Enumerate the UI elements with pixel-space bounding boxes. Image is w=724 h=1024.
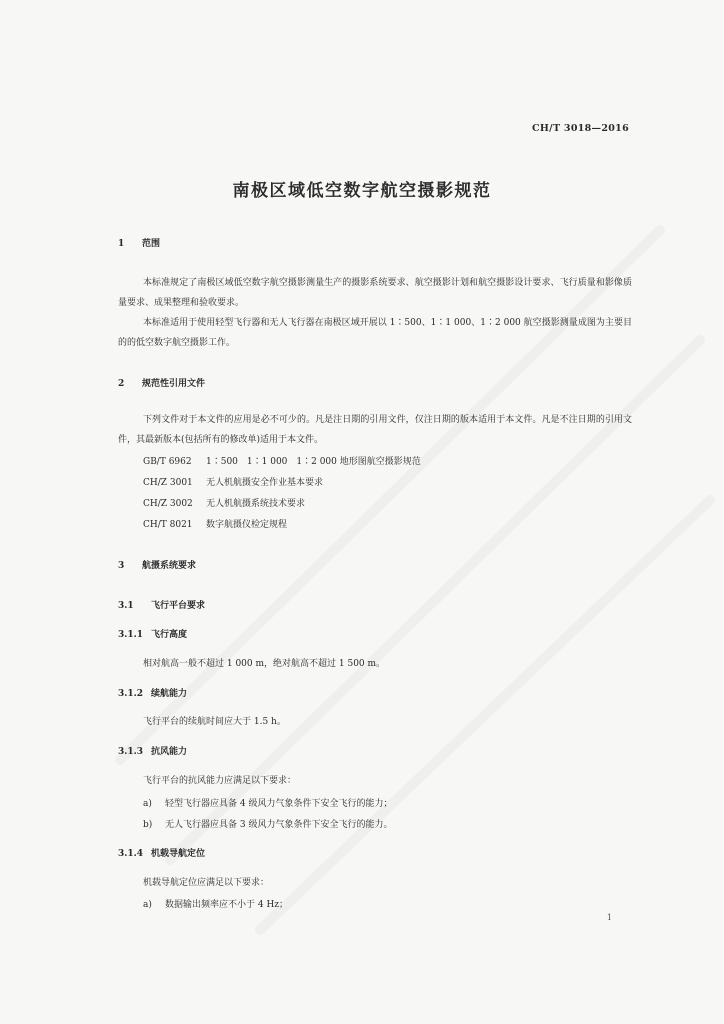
list-item	[143, 817, 392, 830]
reference-item	[143, 517, 287, 530]
section-title: 航摄系统要求	[142, 561, 197, 571]
list-item	[143, 897, 288, 910]
section-1-heading	[118, 236, 160, 249]
list-text: 数据输出频率应不小于 4 Hz；	[165, 900, 289, 910]
section-number: 3.1.2	[118, 689, 144, 699]
reference-name: 1∶500 1∶1 000 1∶2 000 地形图航空摄影规范	[206, 457, 421, 467]
list-label: a)	[143, 900, 152, 910]
reference-code: CH/T 8021	[143, 520, 193, 530]
list-text: 轻型飞行器应具备 4 级风力气象条件下安全飞行的能力；	[165, 799, 393, 809]
document-title: 南极区域低空数字航空摄影规范	[232, 181, 492, 201]
section-1-paragraph-1: 本标准规定了南极区域低空数字航空摄影测量生产的摄影系统要求、航空摄影计划和航空摄影设计要求、飞行质量和影像质量要求、成果整理和验收要求。	[118, 278, 632, 308]
standard-code: CH/T 3018—2016	[532, 123, 629, 134]
section-title: 范围	[142, 239, 161, 249]
section-2-paragraph-1: 下列文件对于本文件的应用是必不可少的。凡是注日期的引用文件，仅注日期的版本适用于本文件。凡是不注日期的引用文件，其最新版本(包括所有的修改单)适用于本文件。	[118, 415, 632, 445]
section-3-1-2-text: 飞行平台的续航时间应大于 1.5 h。	[143, 717, 286, 727]
reference-name: 无人机航摄安全作业基本要求	[206, 478, 324, 488]
section-number: 3	[118, 561, 125, 571]
list-label: a)	[143, 799, 152, 809]
reference-name: 数字航摄仪检定规程	[206, 520, 288, 530]
section-title: 飞行高度	[151, 630, 188, 640]
reference-item	[143, 475, 323, 488]
section-title: 飞行平台要求	[151, 601, 206, 611]
section-3-1-2-heading	[118, 686, 187, 699]
section-3-1-1-heading	[118, 627, 187, 640]
section-2-heading	[118, 376, 205, 389]
section-number: 3.1.1	[118, 630, 144, 640]
list-item	[143, 796, 392, 809]
section-number: 1	[118, 239, 125, 249]
list-text: 无人飞行器应具备 3 级风力气象条件下安全飞行的能力。	[165, 820, 393, 830]
section-3-1-4-intro: 机载导航定位应满足以下要求：	[143, 878, 270, 888]
reference-item	[143, 454, 421, 467]
section-3-1-1-text: 相对航高一般不超过 1 000 m，绝对航高不超过 1 500 m。	[143, 659, 386, 669]
section-3-1-4-heading	[118, 846, 205, 859]
section-number: 3.1	[118, 601, 134, 611]
section-title: 续航能力	[151, 689, 188, 699]
section-number: 3.1.4	[118, 849, 144, 859]
section-number: 3.1.3	[118, 747, 144, 757]
section-3-1-3-heading	[118, 744, 187, 757]
section-3-1-heading	[118, 598, 205, 611]
section-3-heading	[118, 558, 196, 571]
section-3-1-3-intro: 飞行平台的抗风能力应满足以下要求：	[143, 776, 297, 786]
list-label: b)	[143, 820, 153, 830]
section-number: 2	[118, 379, 125, 389]
reference-code: CH/Z 3002	[143, 499, 193, 509]
section-title: 抗风能力	[151, 747, 188, 757]
page-number: 1	[606, 913, 612, 922]
section-title: 机载导航定位	[151, 849, 206, 859]
reference-item	[143, 496, 305, 509]
section-1-paragraph-2: 本标准适用于使用轻型飞行器和无人飞行器在南极区域开展以 1∶500、1∶1 000、1∶2 000 航空摄影测量成图为主要目的的低空数字航空摄影工作。	[118, 318, 632, 348]
section-title: 规范性引用文件	[142, 379, 206, 389]
reference-name: 无人机航摄系统技术要求	[206, 499, 306, 509]
reference-code: GB/T 6962	[143, 457, 192, 467]
reference-code: CH/Z 3001	[143, 478, 193, 488]
